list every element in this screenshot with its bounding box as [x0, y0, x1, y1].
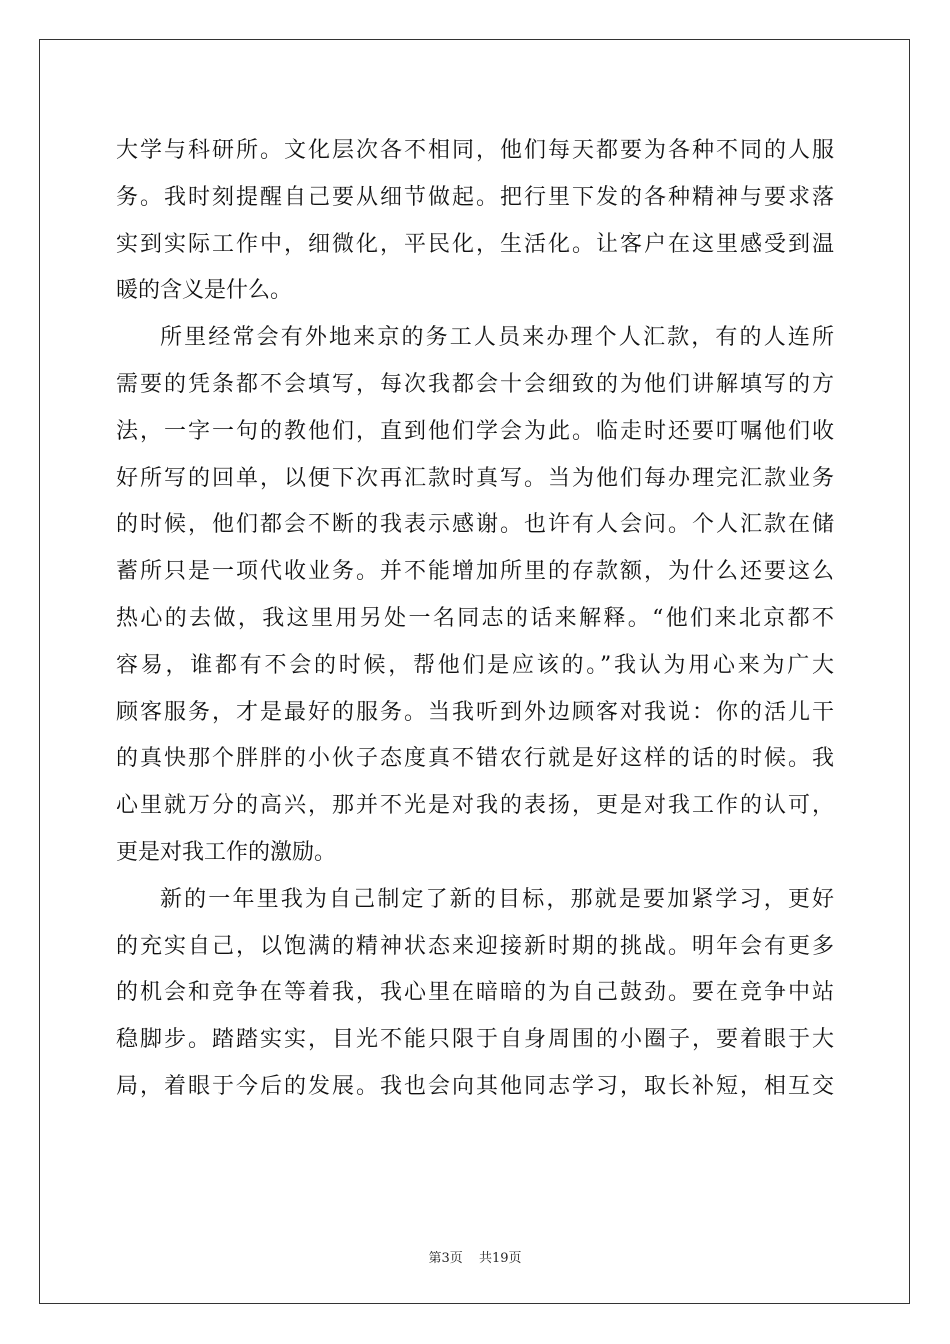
text-line: 的充实自己，以饱满的精神状态来迎接新时期的挑战。明年会有更多	[116, 933, 834, 959]
text-line: 暖的含义是什么。	[116, 278, 293, 304]
paragraph-3	[116, 877, 834, 1111]
text-line: 局，着眼于今后的发展。我也会向其他同志学习，取长补短，相互交	[116, 1073, 834, 1099]
text-line: 更是对我工作的激励。	[116, 839, 337, 865]
text-line: 所里经常会有外地来京的务工人员来办理个人汇款，有的人连所	[160, 325, 834, 351]
total-pages: 共19页	[478, 1251, 522, 1266]
text-line: 稳脚步。踏踏实实，目光不能只限于自身周围的小圈子，要着眼于大	[116, 1027, 834, 1053]
text-line: 容易，谁都有不会的时候，帮他们是应该的。”我认为用心来为广大	[116, 652, 834, 678]
text-line: 热心的去做，我这里用另处一名同志的话来解释。“他们来北京都不	[116, 605, 834, 631]
text-line: 顾客服务，才是最好的服务。当我听到外边顾客对我说：你的活儿干	[116, 699, 834, 725]
text-line: 蓄所只是一项代收业务。并不能增加所里的存款额，为什么还要这么	[116, 559, 834, 585]
text-line: 大学与科研所。文化层次各不相同，他们每天都要为各种不同的人服	[116, 138, 834, 163]
text-line: 新的一年里我为自己制定了新的目标，那就是要加紧学习，更好	[160, 886, 834, 912]
text-line: 好所写的回单，以便下次再汇款时真写。当为他们每办理完汇款业务	[116, 465, 834, 491]
current-page-number: 第3页	[428, 1251, 463, 1266]
text-line: 务。我时刻提醒自己要从细节做起。把行里下发的各种精神与要求落	[116, 184, 834, 210]
text-line: 实到实际工作中，细微化，平民化，生活化。让客户在这里感受到温	[116, 231, 834, 257]
text-line: 的机会和竞争在等着我，我心里在暗暗的为自己鼓劲。要在竞争中站	[116, 980, 834, 1006]
text-line: 的时候，他们都会不断的我表示感谢。也许有人会问。个人汇款在储	[116, 512, 834, 538]
text-line: 需要的凭条都不会填写，每次我都会十会细致的为他们讲解填写的方	[116, 371, 834, 397]
text-line: 心里就万分的高兴，那并不光是对我的表扬，更是对我工作的认可，	[116, 793, 834, 819]
page-footer	[0, 1247, 950, 1266]
text-line: 的真快那个胖胖的小伙子态度真不错农行就是好这样的话的时候。我	[116, 746, 834, 772]
paragraph-2	[116, 315, 834, 877]
document-body	[116, 128, 834, 1111]
paragraph-1	[116, 128, 834, 315]
text-line: 法，一字一句的教他们，直到他们学会为此。临走时还要叮嘱他们收	[116, 418, 834, 444]
